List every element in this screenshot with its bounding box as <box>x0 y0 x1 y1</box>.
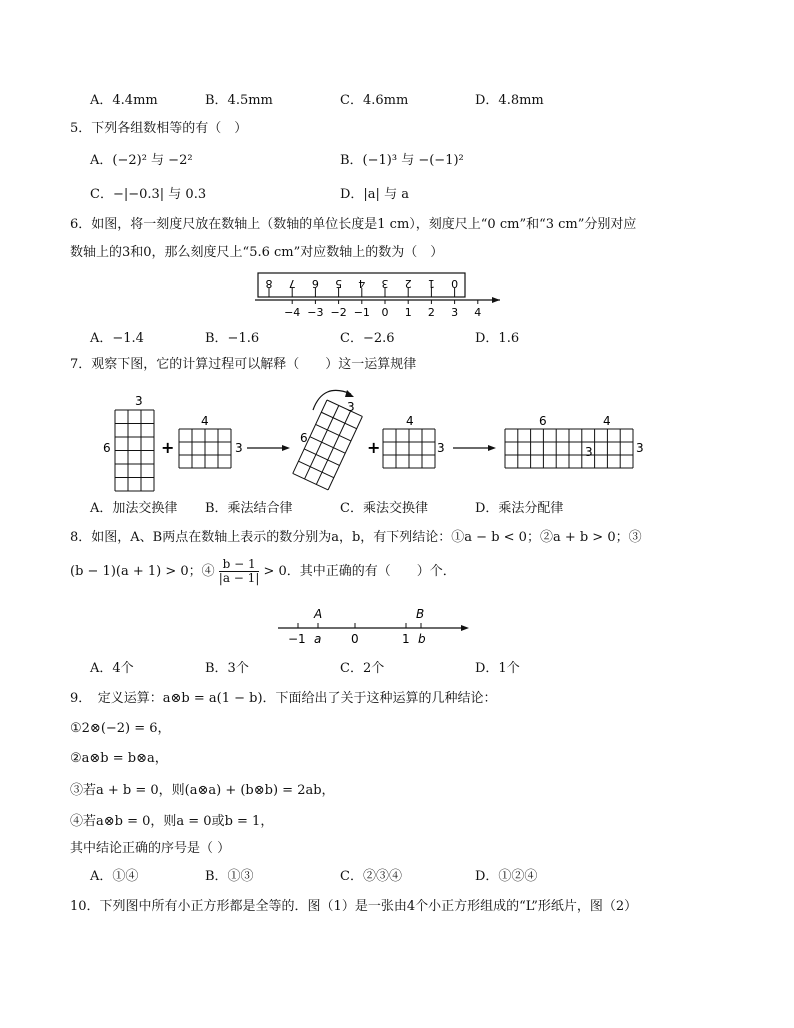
point-b-label: B <box>416 607 425 621</box>
ruler-mark-label: 5 <box>335 277 343 290</box>
q7-option-c: C．乘法交换律 <box>340 501 428 516</box>
q8-number-line <box>278 604 473 650</box>
q9-conclusion-2: ②a⊗b = b⊗a， <box>70 751 168 766</box>
q4-option-d: D．4.8mm <box>475 93 544 108</box>
ruler-mark-label: 8 <box>265 277 273 290</box>
rotate-arrow-icon <box>313 390 351 410</box>
q9-option-a: A．①④ <box>90 869 139 884</box>
q9-option-d: D．①②④ <box>475 869 538 884</box>
grid-4x3 <box>179 429 231 468</box>
grid4-right-label: 3 <box>437 441 445 455</box>
ruler-mark-label: 1 <box>427 277 435 290</box>
q9-stem: 9． 定义运算：a⊗b = a(1 − b)．下面给出了关于这种运算的几种结论： <box>70 691 497 706</box>
arrow-icon <box>282 445 290 451</box>
grid3-top-label: 3 <box>347 400 355 414</box>
grid3-left-label: 6 <box>300 431 308 445</box>
ruler-mark-label: 6 <box>311 277 319 290</box>
q9-conclusion-1: ①2⊗(−2) = 6， <box>70 721 171 736</box>
axis-tick-label: 3 <box>451 306 459 319</box>
q9-conclusion-3: ③若a + b = 0，则(a⊗a) + (b⊗b) = 2ab， <box>70 783 335 798</box>
ruler-mark-label: 2 <box>404 277 412 290</box>
q8-option-b: B．3个 <box>205 661 249 676</box>
fraction-numerator: b − 1 <box>219 558 260 572</box>
q8-line2-start: (b − 1)(a + 1) > 0；④ <box>70 564 215 579</box>
q7-figure <box>95 380 655 492</box>
arrow-icon-2 <box>488 445 496 451</box>
q6-option-b: B．−1.6 <box>205 331 260 346</box>
q9-option-c: C．②③④ <box>340 869 402 884</box>
q5-option-a: A．(−2)² 与 −2² <box>90 153 193 168</box>
plus-sign-2: + <box>367 438 381 457</box>
q9-conclusion-4: ④若a⊗b = 0，则a = 0或b = 1， <box>70 814 274 829</box>
axis-tick-label: −2 <box>330 306 347 319</box>
tick-b: b <box>418 632 426 646</box>
q4-option-b: B．4.5mm <box>205 93 273 108</box>
q6-option-a: A．−1.4 <box>90 331 144 346</box>
q6-line1: 6．如图，将一刻度尺放在数轴上（数轴的单位长度是1 cm），刻度尺上“0 cm”和“3 cm”分别对应 <box>70 217 637 232</box>
axis-tick-label: 4 <box>474 306 482 319</box>
tick-neg1: −1 <box>288 632 306 646</box>
ruler-mark-label: 3 <box>381 277 389 290</box>
grid-10x3 <box>505 429 633 468</box>
point-a-label: A <box>314 607 323 621</box>
result-top-label-6: 6 <box>539 414 547 428</box>
q8-option-a: A．4个 <box>90 661 134 676</box>
ruler-mark-label: 4 <box>358 277 366 290</box>
grid2-right-label: 3 <box>235 441 243 455</box>
q8-line2 <box>70 558 456 586</box>
axis-tick-label: −4 <box>284 306 301 319</box>
grid2-top-label: 4 <box>201 414 209 428</box>
q6-option-c: C．−2.6 <box>340 331 395 346</box>
q6-ruler-figure <box>245 270 510 320</box>
tick-a: a <box>314 632 322 646</box>
grid1-top-label: 3 <box>135 394 143 408</box>
q7-stem: 7．观察下图，它的计算过程可以解释（ ）这一运算规律 <box>70 357 417 372</box>
result-right-label: 3 <box>636 441 644 455</box>
q5-option-c: C．−|−0.3| 与 0.3 <box>90 187 207 202</box>
axis-tick-label: 2 <box>427 306 435 319</box>
q8-line1: 8．如图，A、B两点在数轴上表示的数分别为a，b，有下列结论：①a − b < 0；②a + b > 0；③ <box>70 530 642 545</box>
q5-option-b: B．(−1)³ 与 −(−1)² <box>340 153 464 168</box>
grid-4x3-b <box>383 429 435 468</box>
tick-one: 1 <box>402 632 410 646</box>
q10-stem: 10．下列图中所有小正方形都是全等的．图（1）是一张由4个小正方形组成的“L”形纸片，图（2） <box>70 899 638 914</box>
ruler-mark-label: 0 <box>451 277 459 290</box>
axis-tick-label: −1 <box>353 306 370 319</box>
q4-option-a: A．4.4mm <box>90 93 158 108</box>
grid4-top-label: 4 <box>406 414 414 428</box>
result-mid-label: 3 <box>585 445 593 459</box>
result-top-label-4: 4 <box>603 414 611 428</box>
fraction-denominator: |a − 1| <box>218 571 260 585</box>
q9-ask: 其中结论正确的序号是（ ） <box>70 841 231 856</box>
q6-line2: 数轴上的3和0，那么刻度尺上“5.6 cm”对应数轴上的数为（ ） <box>70 245 444 260</box>
q8-option-c: C．2个 <box>340 661 385 676</box>
q6-option-d: D．1.6 <box>475 331 520 346</box>
q4-option-c: C．4.6mm <box>340 93 409 108</box>
ruler-ticks <box>266 277 459 297</box>
q8-option-d: D．1个 <box>475 661 520 676</box>
axis-ticks <box>284 300 481 319</box>
axis-tick-label: 1 <box>404 306 412 319</box>
grid1-left-label: 6 <box>103 441 111 455</box>
q9-option-b: B．①③ <box>205 869 254 884</box>
q8-line2-end: > 0．其中正确的有（ ）个． <box>263 564 456 579</box>
plus-sign: + <box>161 438 175 457</box>
grid-3x6 <box>115 410 154 491</box>
axis-tick-label: 0 <box>381 306 389 319</box>
q5-stem: 5．下列各组数相等的有（ ） <box>70 121 248 136</box>
q7-option-b: B．乘法结合律 <box>205 501 293 516</box>
q8-fraction <box>219 558 260 585</box>
q7-option-d: D．乘法分配律 <box>475 501 564 516</box>
ruler-mark-label: 7 <box>288 277 296 290</box>
q7-option-a: A．加法交换律 <box>90 501 178 516</box>
tick-zero: 0 <box>351 632 359 646</box>
axis-tick-label: −3 <box>307 306 324 319</box>
q5-option-d: D．|a| 与 a <box>340 187 409 202</box>
